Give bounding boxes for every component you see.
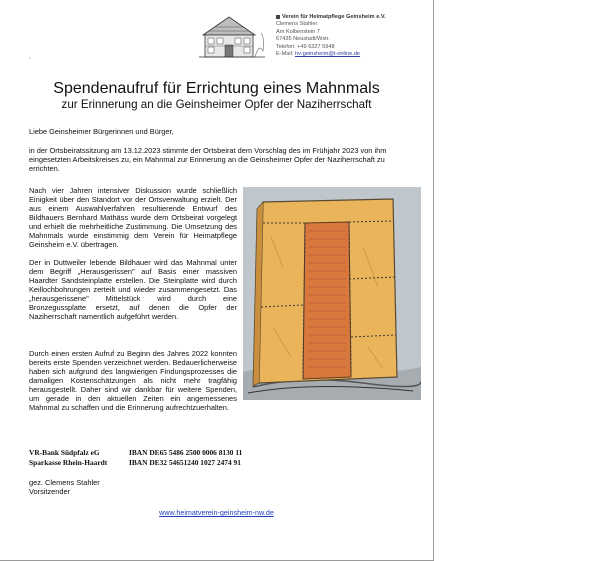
house-logo-icon: [197, 13, 267, 63]
stray-apostrophe: ': [29, 56, 31, 65]
signature-name: gez. Clemens Stahler: [29, 478, 100, 487]
bank-account-row: [29, 458, 241, 468]
bank-iban: IBAN DE65 5486 2500 0006 8130 11: [129, 448, 243, 457]
letterhead-email-line: E-Mail: hv-geinsheim@t-online.de: [276, 51, 361, 58]
bank-name: VR-Bank Südpfalz eG: [29, 448, 100, 457]
bank-iban: IBAN DE32 54651240 1027 2474 91: [129, 458, 241, 467]
memorial-sketch-image: [243, 187, 421, 400]
letterhead-address: [276, 14, 426, 58]
letterhead-street: Am Kolbenstein 7: [276, 28, 320, 35]
signature-title: Vorsitzender: [29, 487, 71, 496]
email-link[interactable]: hv-geinsheim@t-online.de: [294, 51, 361, 58]
page-subtitle: zur Erinnerung an die Geinsheimer Opfer der Naziherrschaft: [61, 98, 372, 111]
paragraph-history: Nach vier Jahren intensiver Diskussion wurde schließlich Einigkeit über den Standort vor der Ortsverwaltung erzielt. Der aus einem Auswahlverfahren resultierende Entwurf des Bildhauers Bernhard Mathäss wurde dem Ortsbeirat vorgelegt und erhielt die mehrheitliche Zustimmung. Die Umsetzung des Mahnmals wurde einstimmig dem Verein für Heimatpflege Geinsheim e.V. übertragen.: [29, 186, 237, 249]
paragraph-intro: in der Ortsbeiratssitzung am 13.12.2023 stimmte der Ortsbeirat dem Vorschlag des im Frühjahr 2023 von ihm eingesetzten Arbeitskreises zu, ein Mahnmal zur Erinnerung an die Geinsheimer Opfer der Naziherrschaft zu errichten.: [29, 146, 387, 173]
letterhead-city: 67435 Neustadt/Wstr.: [276, 36, 330, 43]
letterhead-name: Clemens Stahler: [276, 21, 318, 28]
website-footer: [0, 508, 433, 517]
page-title: Spendenaufruf für Errichtung eines Mahnmals: [53, 80, 380, 97]
bank-name: Sparkasse Rhein-Haardt: [29, 458, 108, 467]
paragraph-sculpture: Der in Duttweiler lebende Bildhauer wird das Mahnmal unter dem Begriff „Herausgerissen" auf Basis einer massiven Haardter Sandsteinplatte erstellen. Die Steinplatte wird durch Keillochbohrungen zerteilt und wieder zusammengesetzt. Das „herausgerissene" Mittelstück wird durch eine Bronzegussplatte ersetzt, auf denen die Opfer der Naziherrschaft namentlich aufgeführt werden.: [29, 258, 237, 321]
website-link[interactable]: www.heimatverein-geinsheim-nw.de: [159, 508, 274, 517]
paragraph-donations: Durch einen ersten Aufruf zu Beginn des Jahres 2022 konnten bereits erste Spenden verzeichnet werden. Bedauerlicherweise haben sich aufgrund des langwierigen Findungsprozesses die damaligen Kostenschätzungen als nicht mehr tragfähig herausgestellt. Daher sind wir dankbar für weitere Spenden, um gerade in den aktuellen Zeiten ein angemessenes Mahnmal zu schaffen und die Erinnerung aufrechtzuerhalten.: [29, 349, 237, 412]
letterhead-phone: Telefon: +49 6327 5948: [276, 43, 335, 50]
square-bullet-icon: [276, 15, 280, 19]
letterhead-organization: Verein für Heimatpflege Geinsheim e.V.: [276, 14, 426, 21]
bank-account-row: [29, 448, 242, 458]
salutation: Liebe Geinsheimer Bürgerinnen und Bürger,: [29, 127, 174, 136]
